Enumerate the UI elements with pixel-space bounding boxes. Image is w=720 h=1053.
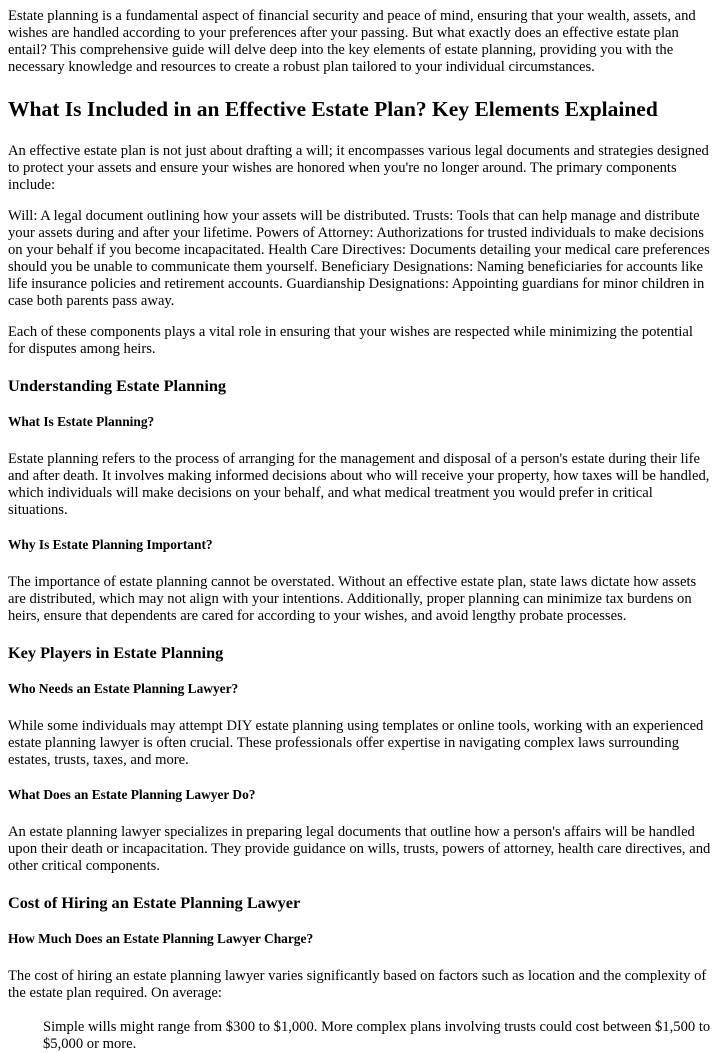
subheading-what-is-estate-planning: What Is Estate Planning?: [8, 414, 155, 429]
subheading-who-needs-lawyer: Who Needs an Estate Planning Lawyer?: [8, 681, 239, 696]
section-heading-cost: Cost of Hiring an Estate Planning Lawyer: [8, 893, 301, 912]
section-heading-key-players: Key Players in Estate Planning: [8, 643, 224, 662]
cost-blockquote: [43, 1019, 712, 1053]
subheading-why-important: Why Is Estate Planning Important?: [8, 537, 213, 552]
article: [0, 8, 712, 1053]
paragraph-what-lawyer-does: An estate planning lawyer specializes in preparing legal documents that outline how a person's affairs will be handled upon their death or incapacitation. They provide guidance on wills, trusts, powers of attorney, health care directives, and other critical components.: [8, 824, 711, 874]
intro-paragraph: Estate planning is a fundamental aspect of financial security and peace of mind, ensuring that your wealth, assets, and wishes are handled according to your preferences after your passing. But what exactly does an effective estate plan entail? This comprehensive guide will delve deep into the key elements of estate planning, providing you with the necessary knowledge and resources to create a robust plan tailored to your individual circumstances.: [8, 8, 696, 75]
paragraph-cost: The cost of hiring an estate planning lawyer varies significantly based on factors such as location and the complexity of the estate plan required. On average:: [8, 968, 707, 1001]
blockquote-text: Simple wills might range from $300 to $1,000. More complex plans involving trusts could cost between $1,500 to $5,000 or more.: [43, 1019, 711, 1052]
paragraph-why-important: The importance of estate planning cannot be overstated. Without an effective estate plan, state laws dictate how assets are distributed, which may not align with your intentions. Additionally, proper planning can minimize tax burdens on heirs, ensure that dependents are cared for according to your wishes, and avoid lengthy probate processes.: [8, 574, 697, 624]
section-heading-understanding: Understanding Estate Planning: [8, 376, 227, 395]
paragraph-who-needs-lawyer: While some individuals may attempt DIY estate planning using templates or online tools, working with an experienced estate planning lawyer is often crucial. These professionals offer expertise in navigating complex laws surrounding estates, trusts, taxes, and more.: [8, 718, 704, 768]
subheading-how-much: How Much Does an Estate Planning Lawyer Charge?: [8, 931, 314, 946]
paragraph-components-summary: Each of these components plays a vital role in ensuring that your wishes are respected while minimizing the potential for disputes among heirs.: [8, 324, 693, 357]
paragraph-components-intro: An effective estate plan is not just about drafting a will; it encompasses various legal documents and strategies designed to protect your assets and ensure your wishes are honored when you're no longer around. The primary components include:: [8, 143, 709, 193]
subheading-what-lawyer-does: What Does an Estate Planning Lawyer Do?: [8, 787, 256, 802]
main-heading: What Is Included in an Effective Estate Plan? Key Elements Explained: [8, 97, 658, 121]
paragraph-what-is-estate-planning: Estate planning refers to the process of arranging for the management and disposal of a person's estate during their life and after death. It involves making informed decisions about who will receive your property, how taxes will be handled, which individuals will make decisions on your behalf, and what medical treatment you would prefer in critical situations.: [8, 451, 710, 518]
paragraph-components-list: Will: A legal document outlining how your assets will be distributed. Trusts: Tools that can help manage and distribute your assets during and after your lifetime. Powers of Attorney: Authorizations for trusted individuals to make decisions on your behalf if you become incapacitated. Health Care Directives: Documents detailing your medical care preferences should you be unable to communicate them yourself. Beneficiary Designations: Naming beneficiaries for accounts like life insurance policies and retirement accounts. Guardianship Designations: Appointing guardians for minor children in case both parents pass away.: [8, 208, 710, 309]
